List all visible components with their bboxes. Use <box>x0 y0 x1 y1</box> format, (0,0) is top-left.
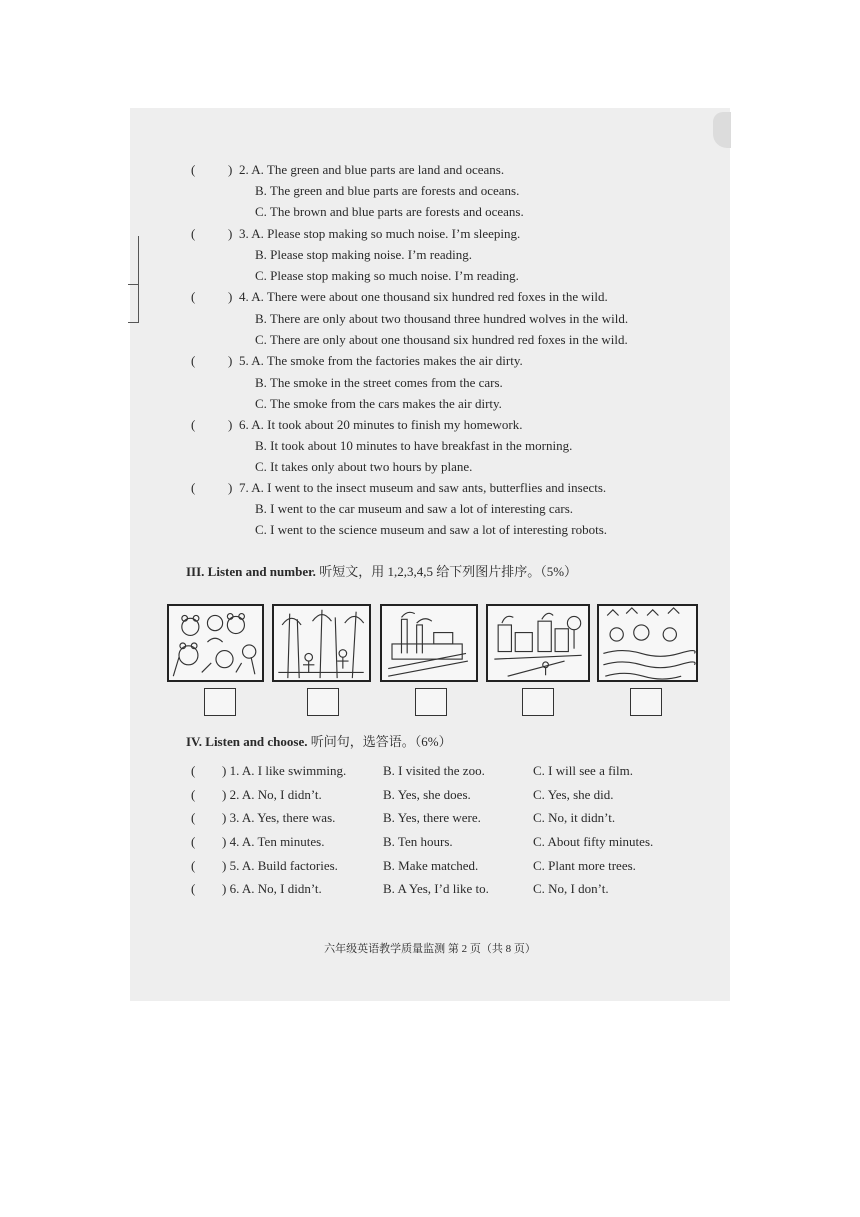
section-4-title: IV. Listen and choose. <box>186 734 308 749</box>
option-c: C. There are only about one thousand six hundred red foxes in the wild. <box>255 332 628 347</box>
option-c: C. I went to the science museum and saw a lot of interesting robots. <box>255 522 608 537</box>
option-c: C. It takes only about two hours by plane. <box>255 459 473 474</box>
trees-illustration <box>274 606 369 680</box>
answer-paren[interactable]: ( <box>191 810 196 825</box>
answer-paren-close: ) <box>228 226 233 241</box>
option-b: B. It took about 10 minutes to have breakfast in the morning. <box>255 438 573 453</box>
answer-paren[interactable]: ( <box>191 353 196 368</box>
choice-c: C. Yes, she did. <box>533 787 614 802</box>
answer-paren-close: ) <box>228 289 233 304</box>
answer-paren[interactable]: ( <box>191 162 196 177</box>
answer-paren[interactable]: ( <box>191 858 196 873</box>
choice-a: ) 2. A. No, I didn’t. <box>222 787 322 802</box>
option-a: 6. A. It took about 20 minutes to finish my homework. <box>239 417 523 432</box>
city-illustration <box>488 606 588 680</box>
number-box-4[interactable] <box>522 688 554 716</box>
section-4-heading <box>186 731 452 750</box>
binding-mark <box>128 236 139 285</box>
answer-paren[interactable]: ( <box>191 787 196 802</box>
page-footer: 六年级英语教学质量监测 第 2 页（共 8 页） <box>324 943 536 955</box>
answer-paren[interactable]: ( <box>191 226 196 241</box>
option-c: C. The brown and blue parts are forests and oceans. <box>255 204 524 219</box>
option-b: B. The green and blue parts are forests and oceans. <box>255 183 520 198</box>
option-c: C. Please stop making so much noise. I’m reading. <box>255 268 519 283</box>
choice-a: ) 3. A. Yes, there was. <box>222 810 336 825</box>
answer-paren[interactable]: ( <box>191 763 196 778</box>
river-illustration <box>599 606 696 680</box>
choice-c: C. No, it didn’t. <box>533 810 616 825</box>
option-b: B. The smoke in the street comes from the cars. <box>255 375 503 390</box>
choice-c: C. I will see a film. <box>533 763 634 778</box>
answer-paren-close: ) <box>228 480 233 495</box>
option-a: 4. A. There were about one thousand six hundred red foxes in the wild. <box>239 289 608 304</box>
answer-paren-close: ) <box>228 417 233 432</box>
choice-b: B. A Yes, I’d like to. <box>383 881 489 896</box>
choice-a: ) 6. A. No, I didn’t. <box>222 881 322 896</box>
choice-a: ) 4. A. Ten minutes. <box>222 834 325 849</box>
choice-a: ) 5. A. Build factories. <box>222 858 338 873</box>
choice-c: C. No, I don’t. <box>533 881 609 896</box>
choice-b: B. Yes, she does. <box>383 787 471 802</box>
choice-c: C. Plant more trees. <box>533 858 636 873</box>
option-a: 2. A. The green and blue parts are land and oceans. <box>239 162 505 177</box>
section-4-instruction: 听问句，选答语。（6%） <box>307 734 452 749</box>
section-3-instruction: 听短文，用 1,2,3,4,5 给下列图片排序。（5%） <box>315 564 578 579</box>
factory-illustration <box>382 606 476 680</box>
answer-paren-close: ) <box>228 162 233 177</box>
option-a: 5. A. The smoke from the factories makes the air dirty. <box>239 353 523 368</box>
choice-b: B. Ten hours. <box>383 834 453 849</box>
option-b: B. Please stop making noise. I’m reading. <box>255 247 472 262</box>
answer-paren[interactable]: ( <box>191 480 196 495</box>
choice-b: B. I visited the zoo. <box>383 763 485 778</box>
answer-paren[interactable]: ( <box>191 417 196 432</box>
option-c: C. The smoke from the cars makes the air dirty. <box>255 396 502 411</box>
section-3-heading <box>186 561 577 580</box>
option-a: 7. A. I went to the insect museum and saw ants, butterflies and insects. <box>239 480 607 495</box>
choice-b: B. Yes, there were. <box>383 810 481 825</box>
factory-and-trees-picture <box>486 604 590 682</box>
number-box-5[interactable] <box>630 688 662 716</box>
answer-paren-close: ) <box>228 353 233 368</box>
choice-b: B. Make matched. <box>383 858 479 873</box>
animals-in-forest-picture <box>167 604 264 682</box>
animals-illustration <box>169 606 262 680</box>
number-box-3[interactable] <box>415 688 447 716</box>
binding-mark <box>128 284 139 323</box>
bears-by-river-picture <box>597 604 698 682</box>
choice-a: ) 1. A. I like swimming. <box>222 763 347 778</box>
answer-paren[interactable]: ( <box>191 289 196 304</box>
answer-paren[interactable]: ( <box>191 834 196 849</box>
section-3-title: III. Listen and number. <box>186 564 316 579</box>
number-box-1[interactable] <box>204 688 236 716</box>
option-b: B. I went to the car museum and saw a lot of interesting cars. <box>255 501 574 516</box>
option-b: B. There are only about two thousand three hundred wolves in the wild. <box>255 311 629 326</box>
page-curl <box>713 112 731 148</box>
answer-paren[interactable]: ( <box>191 881 196 896</box>
people-cutting-trees-picture <box>272 604 371 682</box>
factory-smoke-picture <box>380 604 478 682</box>
option-a: 3. A. Please stop making so much noise. I’m sleeping. <box>239 226 521 241</box>
choice-c: C. About fifty minutes. <box>533 834 654 849</box>
number-box-2[interactable] <box>307 688 339 716</box>
